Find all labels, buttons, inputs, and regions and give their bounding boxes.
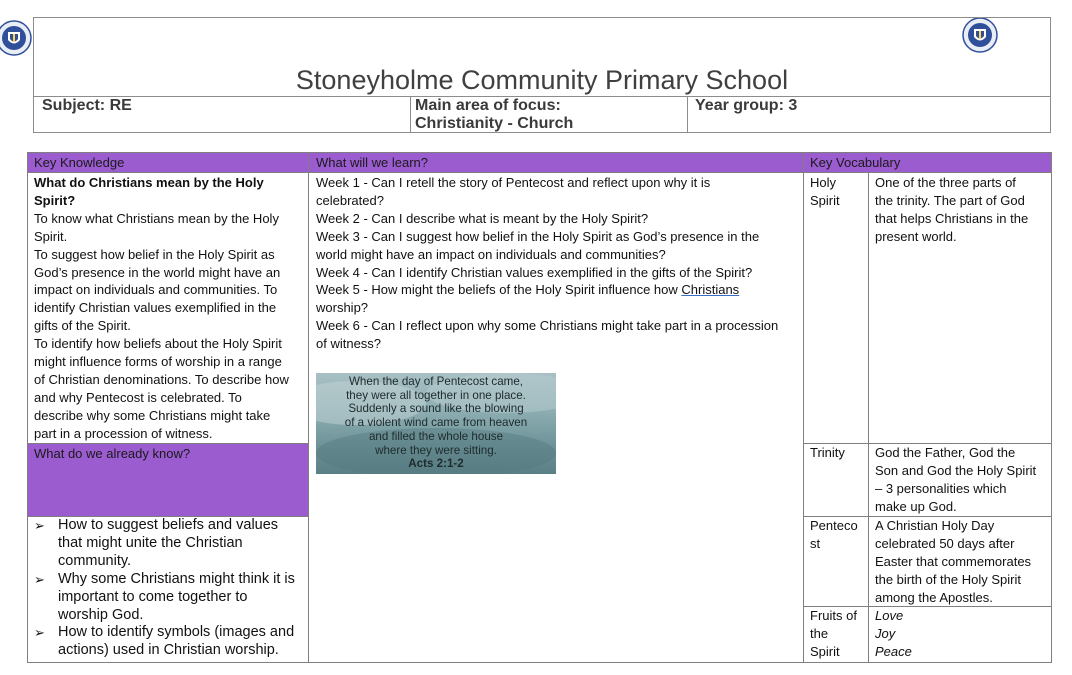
grid-top — [27, 152, 1052, 153]
already-know-item-line: worship God. — [58, 606, 144, 623]
kk-question-line-1: What do Christians mean by the Holy — [34, 175, 264, 190]
key-knowledge-question — [34, 174, 302, 210]
week-5-line-1 — [316, 281, 801, 299]
vocab-definition-line: present world. — [875, 228, 957, 244]
key-knowledge-cell — [34, 174, 302, 443]
vocab-term-line: Trinity — [810, 445, 845, 460]
week-6-line-2: of witness? — [316, 336, 382, 352]
key-knowledge-line: describe why some Christians might take — [34, 407, 271, 423]
key-knowledge-header: Key Knowledge — [34, 155, 125, 170]
already-know-item-line: Why some Christians might think it is — [58, 570, 295, 587]
already-know-list — [34, 517, 306, 660]
vocab-term-line: st — [810, 535, 821, 551]
already-know-item-line: that might unite the Christian — [58, 534, 243, 551]
vocab-term — [810, 174, 866, 210]
pentecost-quote-text — [316, 375, 556, 471]
key-knowledge-line: To identify how beliefs about the Holy Spirit — [34, 336, 282, 352]
year-group-label: Year group: 3 — [695, 97, 798, 114]
quote-line: and filled the whole house — [368, 429, 504, 443]
key-knowledge-line: might influence forms of worship in a range — [34, 354, 282, 370]
key-knowledge-line: of Christian denominations. To describe how — [34, 371, 289, 387]
vocab-definition-line: One of the three parts of — [875, 175, 1016, 190]
key-knowledge-line: impact on individuals and communities. To — [34, 282, 278, 298]
already-know-item — [34, 624, 306, 660]
week-4: Week 4 - Can I identify Christian values exemplified in the gifts of the Spirit? — [316, 264, 753, 280]
key-knowledge-line: identify Christian values exemplified in the — [34, 300, 277, 316]
school-crest-icon-left — [0, 18, 32, 58]
key-knowledge-line: Spirit. — [34, 228, 68, 244]
arrow-bullet-icon: ➢ — [34, 518, 45, 533]
week-3-line-1: Week 3 - Can I suggest how belief in the Holy Spirit as God’s presence in the — [316, 228, 760, 244]
key-knowledge-line: To suggest how belief in the Holy Spirit as — [34, 246, 275, 262]
vocab-definition — [875, 517, 1047, 607]
week-3-line-2: world might have an impact on individuals and communities? — [316, 246, 666, 262]
vocab-definition-line: – 3 personalities which — [875, 480, 1007, 496]
grid-col-2 — [803, 152, 804, 663]
subject-label: Subject: RE — [42, 97, 132, 114]
key-knowledge-lines — [34, 210, 302, 443]
vocab-definition — [875, 607, 1047, 661]
grid-bottom — [27, 662, 1052, 663]
week-5-line-2: worship? — [316, 300, 369, 316]
grid-right — [1051, 152, 1052, 663]
grid-left — [27, 152, 28, 663]
vocab-term-line: Holy — [810, 175, 837, 190]
school-name-title: Stoneyholme Community Primary School — [295, 65, 789, 95]
vocab-definition-line: make up God. — [875, 498, 957, 514]
already-know-item-line: actions) used in Christian worship. — [58, 642, 279, 659]
vocab-definition-line: among the Apostles. — [875, 589, 993, 605]
key-vocabulary-header: Key Vocabulary — [810, 155, 901, 170]
vocab-definition-line: Peace — [875, 643, 912, 659]
vocab-term-line: Spirit — [810, 643, 840, 659]
grid-col-3 — [868, 172, 869, 663]
quote-line: where they were sitting. — [375, 443, 497, 457]
key-knowledge-line: To know what Christians mean by the Holy — [34, 210, 279, 226]
quote-reference: Acts 2:1-2 — [408, 457, 464, 471]
week-5-text: Week 5 - How might the beliefs of the Holy Spirit influence how — [316, 282, 682, 298]
quote-line: they were all together in one place. — [346, 388, 526, 402]
week-5-christians: Christians — [681, 282, 740, 298]
quote-line: When the day of Pentecost came, — [348, 375, 523, 388]
already-know-item — [34, 517, 306, 571]
header-col-divider-1 — [410, 96, 411, 133]
header-col-divider-2 — [687, 96, 688, 133]
vocab-term — [810, 607, 866, 661]
vocab-definition-line: celebrated 50 days after — [875, 535, 1015, 551]
vocab-definition-line: God the Father, God the — [875, 445, 1016, 460]
already-know-item-line: community. — [58, 552, 132, 569]
vocab-definition-line: Joy — [875, 625, 896, 641]
vocab-definition-line: the birth of the Holy Spirit — [875, 571, 1021, 587]
vocab-definition — [875, 444, 1047, 516]
vocab-definition — [875, 174, 1047, 246]
key-knowledge-line: God’s presence in the world might have an — [34, 264, 281, 280]
pentecost-quote-image — [316, 373, 556, 474]
vocab-term — [810, 444, 866, 462]
kk-question-line-2: Spirit? — [34, 192, 76, 208]
already-know-item-line: How to identify symbols (images and — [58, 624, 295, 641]
vocab-definition-line: that helps Christians in the — [875, 210, 1029, 226]
already-know-item-line: important to come together to — [58, 588, 248, 605]
arrow-bullet-icon: ➢ — [34, 571, 45, 587]
key-knowledge-line: gifts of the Spirit. — [34, 318, 131, 334]
grid-col-1 — [308, 152, 309, 663]
grid-left-mid — [27, 443, 309, 444]
focus-value: Christianity - Church — [415, 115, 574, 132]
vocab-term-line: Penteco — [810, 518, 858, 533]
week-6-line-1: Week 6 - Can I reflect upon why some Christians might take part in a procession — [316, 318, 779, 334]
vocab-term-line: Spirit — [810, 192, 840, 208]
arrow-bullet-icon: ➢ — [34, 625, 45, 641]
already-know-header: What do we already know? — [34, 446, 191, 461]
already-know-item — [34, 571, 306, 625]
key-knowledge-line: and why Pentecost is celebrated. To — [34, 389, 242, 405]
week-1-line-1: Week 1 - Can I retell the story of Pentecost and reflect upon why it is — [316, 175, 711, 190]
weeks-cell — [316, 174, 801, 353]
vocab-term — [810, 517, 866, 553]
key-knowledge-line: part in a procession of witness. — [34, 425, 213, 441]
what-will-we-learn-header: What will we learn? — [316, 155, 428, 170]
week-1-line-2: celebrated? — [316, 192, 384, 208]
grid-header-bottom — [27, 172, 1052, 173]
vocab-term-line: Fruits of — [810, 608, 857, 623]
vocab-definition-line: Love — [875, 608, 904, 623]
vocab-definition-line: Son and God the Holy Spirit — [875, 462, 1037, 478]
vocab-definition-line: the trinity. The part of God — [875, 192, 1025, 208]
vocab-definition-line: Easter that commemorates — [875, 553, 1032, 569]
vocab-term-line: the — [810, 625, 829, 641]
quote-line: of a violent wind came from heaven — [344, 416, 528, 430]
quote-line: Suddenly a sound like the blowing — [348, 402, 524, 416]
focus-label: Main area of focus: — [415, 97, 561, 114]
vocab-definition-line: A Christian Holy Day — [875, 518, 995, 533]
week-2: Week 2 - Can I describe what is meant by the Holy Spirit? — [316, 210, 649, 226]
already-know-item-line: How to suggest beliefs and values — [58, 517, 279, 533]
